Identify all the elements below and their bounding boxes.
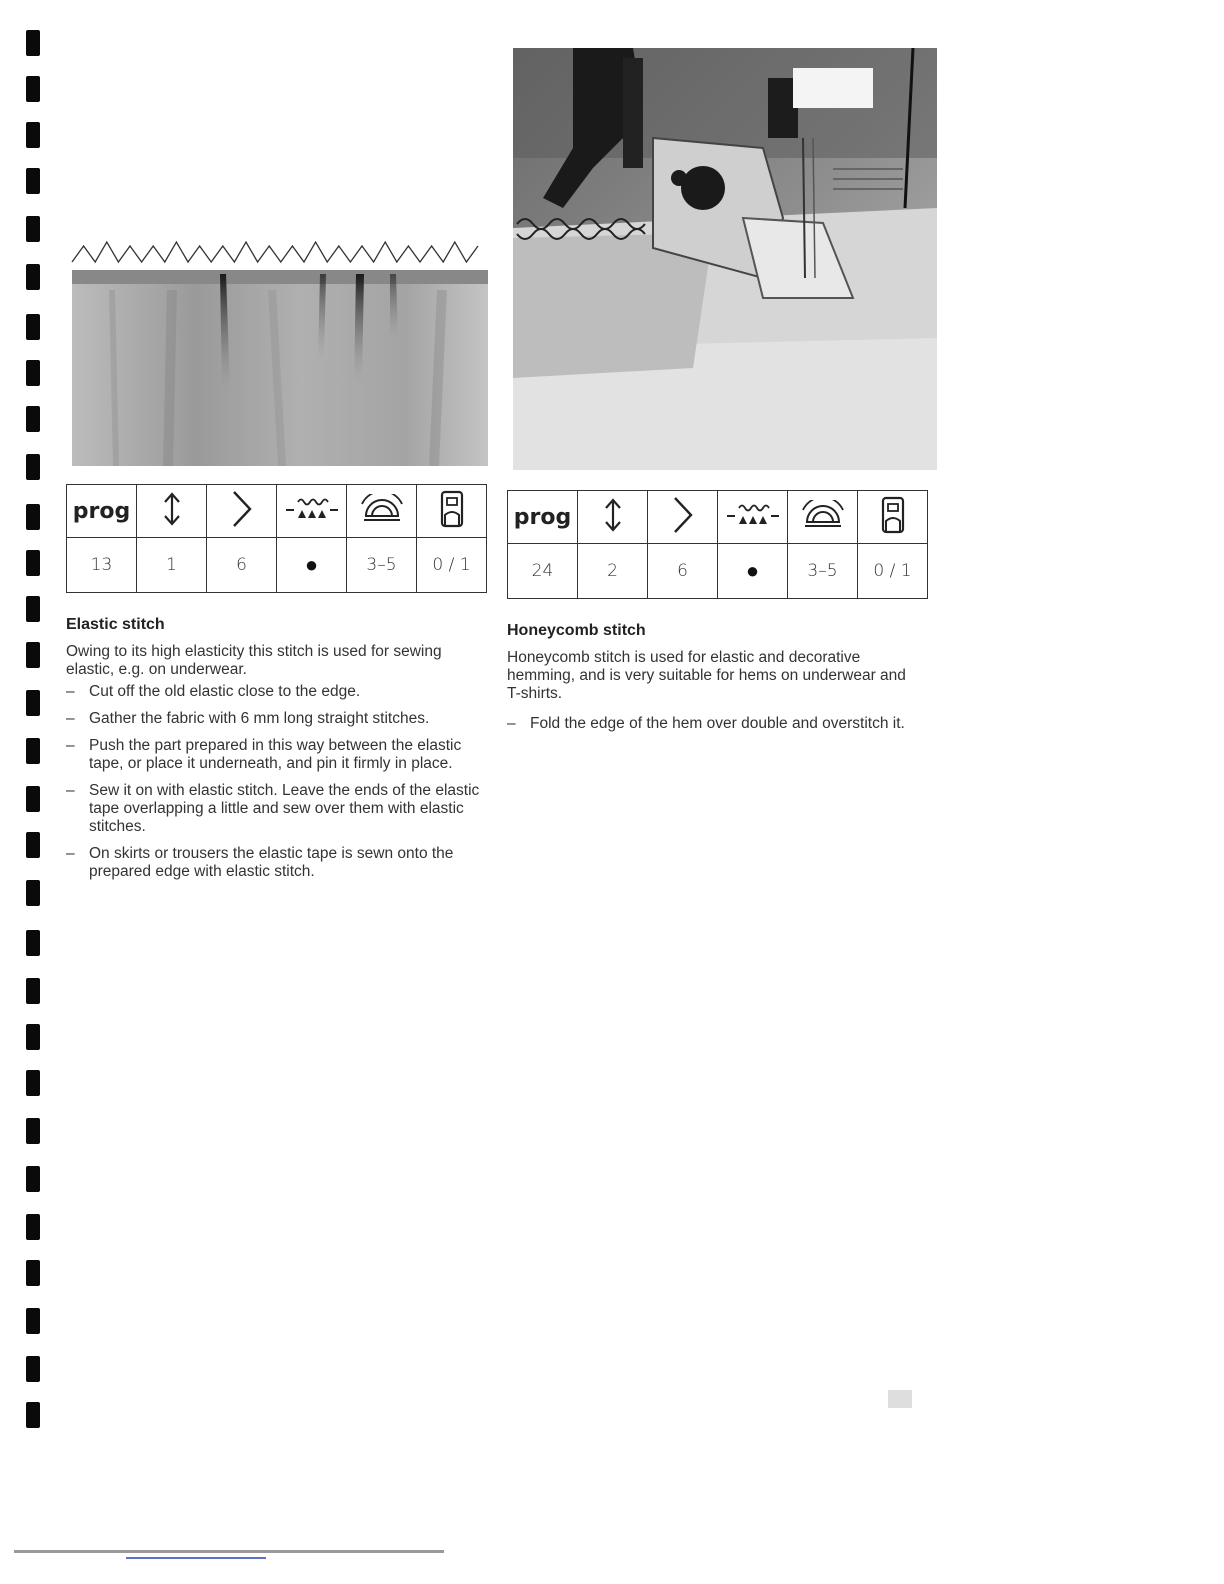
elastic-stitch-body — [66, 643, 484, 890]
presser-foot-icon — [439, 489, 465, 529]
header-feed-dog — [718, 491, 788, 544]
binding-hole — [26, 504, 40, 530]
binding-hole — [26, 1024, 40, 1050]
binding-hole — [26, 930, 40, 956]
tension-dial-icon — [801, 500, 845, 530]
bottom-rule — [14, 1550, 444, 1553]
header-stitch-length — [578, 491, 648, 544]
elastic-stitch-heading: Elastic stitch — [66, 616, 165, 633]
value-feed-dog: ● — [277, 538, 347, 593]
list-item: – Gather the fabric with 6 mm long straight stitches. — [66, 710, 484, 728]
header-stitch-length — [137, 485, 207, 538]
header-presser-foot — [417, 485, 487, 538]
list-item: – Fold the edge of the hem over double and overstitch it. — [507, 715, 907, 733]
binding-hole — [26, 454, 40, 480]
binding-hole — [26, 30, 40, 56]
header-tension — [347, 485, 417, 538]
value-stitch-length: 2 — [578, 544, 648, 599]
binding-hole — [26, 168, 40, 194]
honeycomb-stitch-steps — [507, 715, 907, 733]
binding-hole — [26, 642, 40, 668]
stitch-length-icon — [160, 491, 184, 527]
feed-dog-icon — [725, 500, 781, 530]
honeycomb-stitch-heading: Honeycomb stitch — [507, 622, 646, 639]
binding-hole — [26, 832, 40, 858]
header-prog — [508, 491, 578, 544]
stitch-width-icon — [228, 489, 256, 529]
binding-hole — [26, 550, 40, 576]
elastic-stitch-intro: Owing to its high elasticity this stitch is used for sewing elastic, e.g. on underwear. — [66, 643, 442, 678]
value-feed-dog: ● — [718, 544, 788, 599]
honeycomb-stitch-settings-table — [507, 490, 928, 599]
binding-hole — [26, 596, 40, 622]
binding-hole — [26, 786, 40, 812]
gathered-fabric-photo — [72, 270, 488, 466]
settings-header-row — [67, 485, 487, 538]
list-item: – Cut off the old elastic close to the edge. — [66, 683, 484, 701]
value-presser-foot: 0 / 1 — [417, 538, 487, 593]
binding-hole — [26, 1402, 40, 1428]
sewing-machine-foot-photo — [513, 48, 937, 470]
binding-hole — [26, 1356, 40, 1382]
binding-hole — [26, 216, 40, 242]
bottom-link-line — [126, 1557, 266, 1559]
binding-hole — [26, 880, 40, 906]
header-stitch-width — [207, 485, 277, 538]
elastic-stitch-settings-table — [66, 484, 487, 593]
binding-hole — [26, 1308, 40, 1334]
binding-hole — [26, 738, 40, 764]
elastic-stitch-steps — [66, 683, 484, 881]
prog-label: prog — [513, 504, 572, 530]
feed-dog-icon — [284, 494, 340, 524]
page-number-smudge — [888, 1390, 912, 1408]
binding-hole — [26, 978, 40, 1004]
header-prog — [67, 485, 137, 538]
value-tension: 3–5 — [788, 544, 858, 599]
settings-header-row — [508, 491, 928, 544]
binding-holes — [26, 18, 42, 1418]
binding-hole — [26, 1166, 40, 1192]
binding-hole — [26, 122, 40, 148]
list-item: – Push the part prepared in this way between the elastic tape, or place it underneath, and pin it firmly in place. — [66, 737, 484, 773]
binding-hole — [26, 314, 40, 340]
value-prog: 24 — [508, 544, 578, 599]
header-presser-foot — [858, 491, 928, 544]
tension-dial-icon — [360, 494, 404, 524]
binding-hole — [26, 1070, 40, 1096]
binding-hole — [26, 264, 40, 290]
value-tension: 3–5 — [347, 538, 417, 593]
header-tension — [788, 491, 858, 544]
presser-foot-icon — [880, 495, 906, 535]
honeycomb-stitch-intro: Honeycomb stitch is used for elastic and decorative hemming, and is very suitable for hems on underwear and T-shirts. — [507, 649, 906, 702]
value-prog: 13 — [67, 538, 137, 593]
binding-hole — [26, 360, 40, 386]
binding-hole — [26, 1260, 40, 1286]
value-stitch-length: 1 — [137, 538, 207, 593]
binding-hole — [26, 406, 40, 432]
settings-values-row — [67, 538, 487, 593]
header-feed-dog — [277, 485, 347, 538]
binding-hole — [26, 1118, 40, 1144]
stitch-width-icon — [669, 495, 697, 535]
stitch-length-icon — [601, 497, 625, 533]
elastic-stitch-pattern-icon — [70, 222, 490, 270]
value-stitch-width: 6 — [648, 544, 718, 599]
value-presser-foot: 0 / 1 — [858, 544, 928, 599]
binding-hole — [26, 1214, 40, 1240]
list-item: – Sew it on with elastic stitch. Leave the ends of the elastic tape overlapping a little and sew over them with elastic stitches. — [66, 782, 484, 836]
list-item: – On skirts or trousers the elastic tape is sewn onto the prepared edge with elastic stitch. — [66, 845, 484, 881]
header-stitch-width — [648, 491, 718, 544]
settings-values-row — [508, 544, 928, 599]
binding-hole — [26, 690, 40, 716]
honeycomb-stitch-body — [507, 649, 907, 742]
prog-label: prog — [72, 498, 131, 524]
binding-hole — [26, 76, 40, 102]
value-stitch-width: 6 — [207, 538, 277, 593]
